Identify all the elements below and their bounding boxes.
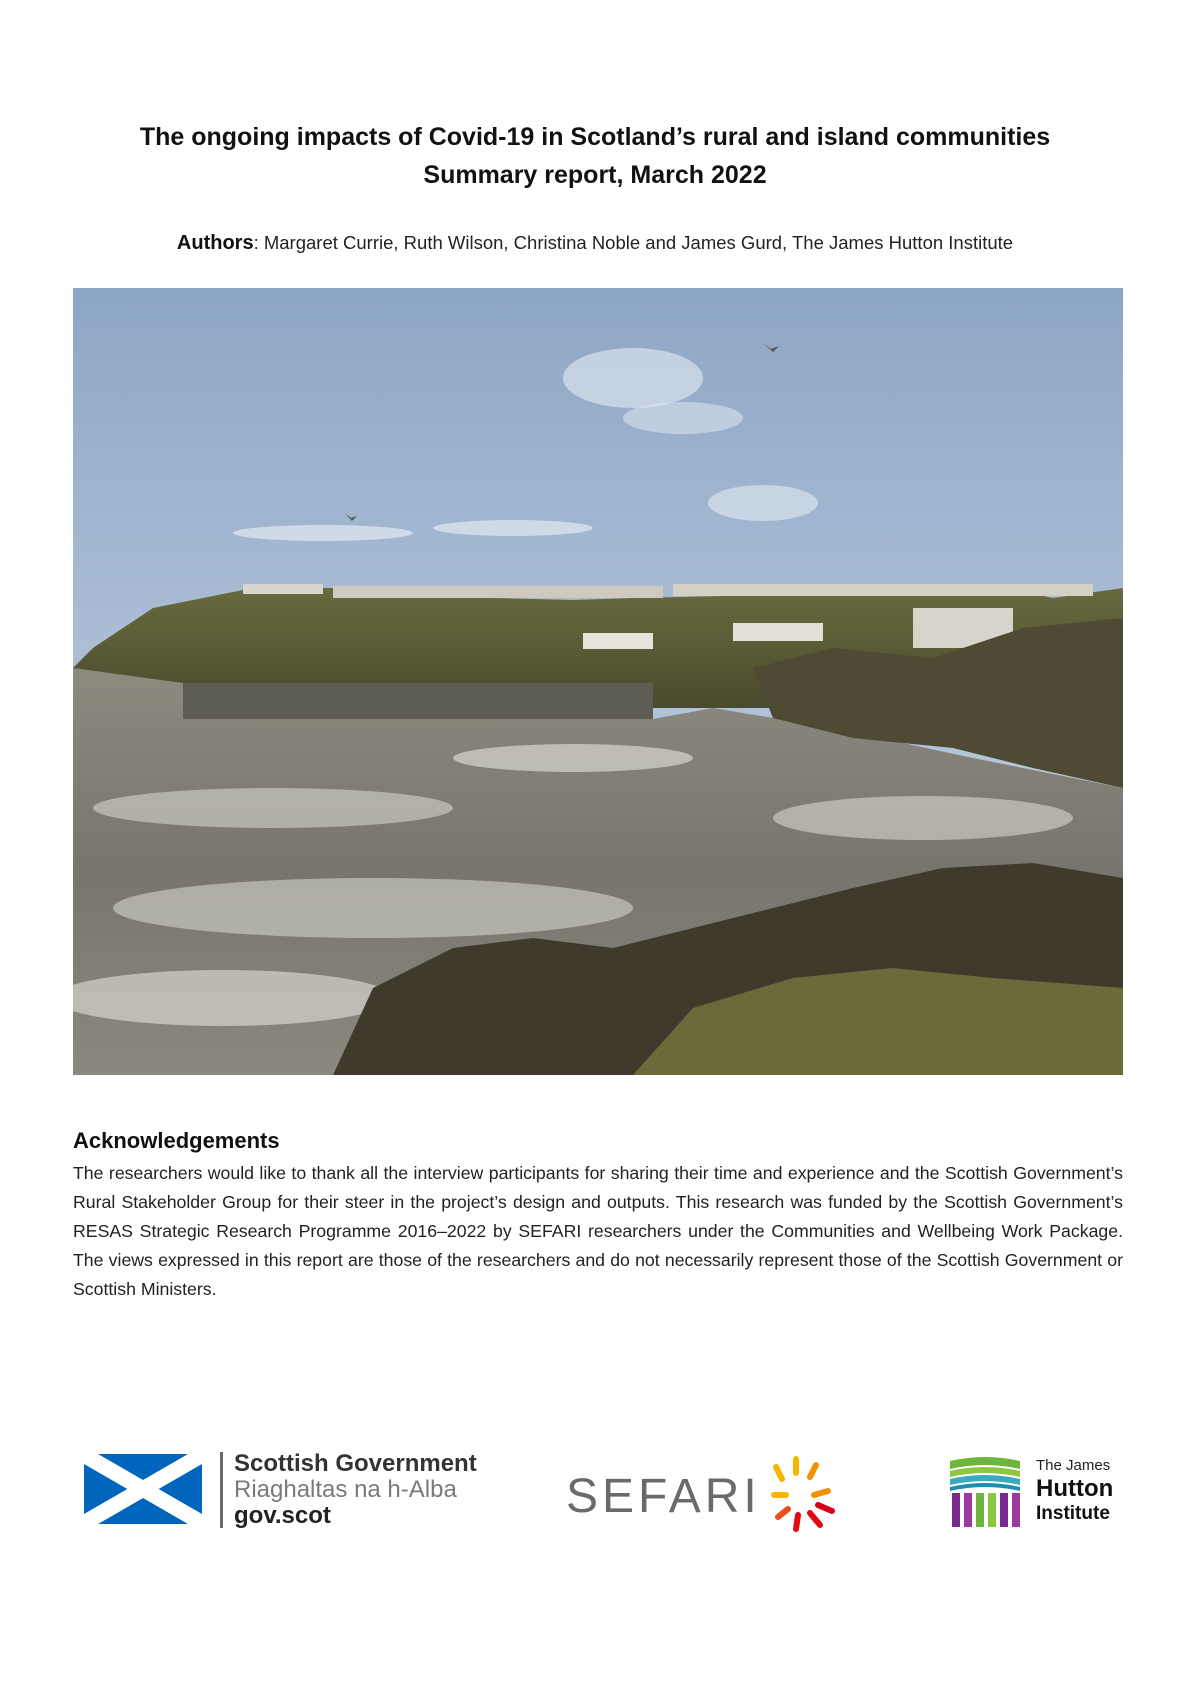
logo-divider [220, 1452, 223, 1528]
cover-photo [73, 288, 1123, 1075]
acknowledgements-body: The researchers would like to thank all the interview participants for sharing their time and experience and the Scottish Government’s Rural Stakeholder Group for their steer in the project’s design and outputs. This research was funded by the Scottish Government’s RESAS Strategic Research Programme 2016–2022 by SEFARI researchers under the Communities and Wellbeing Work Package. The views expressed in this report are those of the researchers and do not necessarily represent those of the Scottish Government or Scottish Ministers. [73, 1163, 1123, 1299]
houses [243, 584, 323, 594]
james-hutton-emblem-icon [948, 1455, 1028, 1535]
saltire-flag-icon [84, 1454, 202, 1524]
sg-line-1: Scottish Government [234, 1450, 477, 1477]
cloud [623, 402, 743, 434]
surf [93, 788, 453, 828]
cloud [708, 485, 818, 521]
report-title [0, 118, 1190, 194]
houses [333, 586, 663, 598]
authors-line [0, 232, 1190, 255]
authors-label: Authors [176, 232, 254, 254]
sefari-starburst-icon [766, 1455, 856, 1545]
jhi-line-2: Hutton [1036, 1475, 1114, 1502]
sg-line-2: Riaghaltas na h-Alba [234, 1476, 457, 1503]
jhi-line-1: The James [1036, 1457, 1111, 1474]
james-hutton-logo [948, 1455, 1118, 1535]
surf [113, 878, 633, 938]
houses [673, 584, 1093, 596]
acknowledgements-heading: Acknowledgements [73, 1128, 280, 1153]
title-line-2: Summary report, March 2022 [423, 161, 767, 189]
authors-names: : Margaret Currie, Ruth Wilson, Christina Noble and James Gurd, The James Hutton Institute [253, 232, 1014, 253]
cloud [433, 520, 593, 536]
sefari-wordmark: SEFARI [566, 1470, 761, 1523]
cloud [563, 348, 703, 408]
houses [733, 623, 823, 641]
houses [583, 633, 653, 649]
scottish-government-logo [84, 1450, 504, 1540]
sg-line-3: gov.scot [234, 1502, 331, 1529]
surf [453, 744, 693, 772]
harbour-wall [183, 683, 653, 719]
jhi-line-3: Institute [1036, 1503, 1110, 1524]
sefari-logo [566, 1455, 856, 1545]
title-line-1: The ongoing impacts of Covid-19 in Scotland’s rural and island communities [139, 123, 1051, 151]
cloud [233, 525, 413, 541]
surf [773, 796, 1073, 840]
